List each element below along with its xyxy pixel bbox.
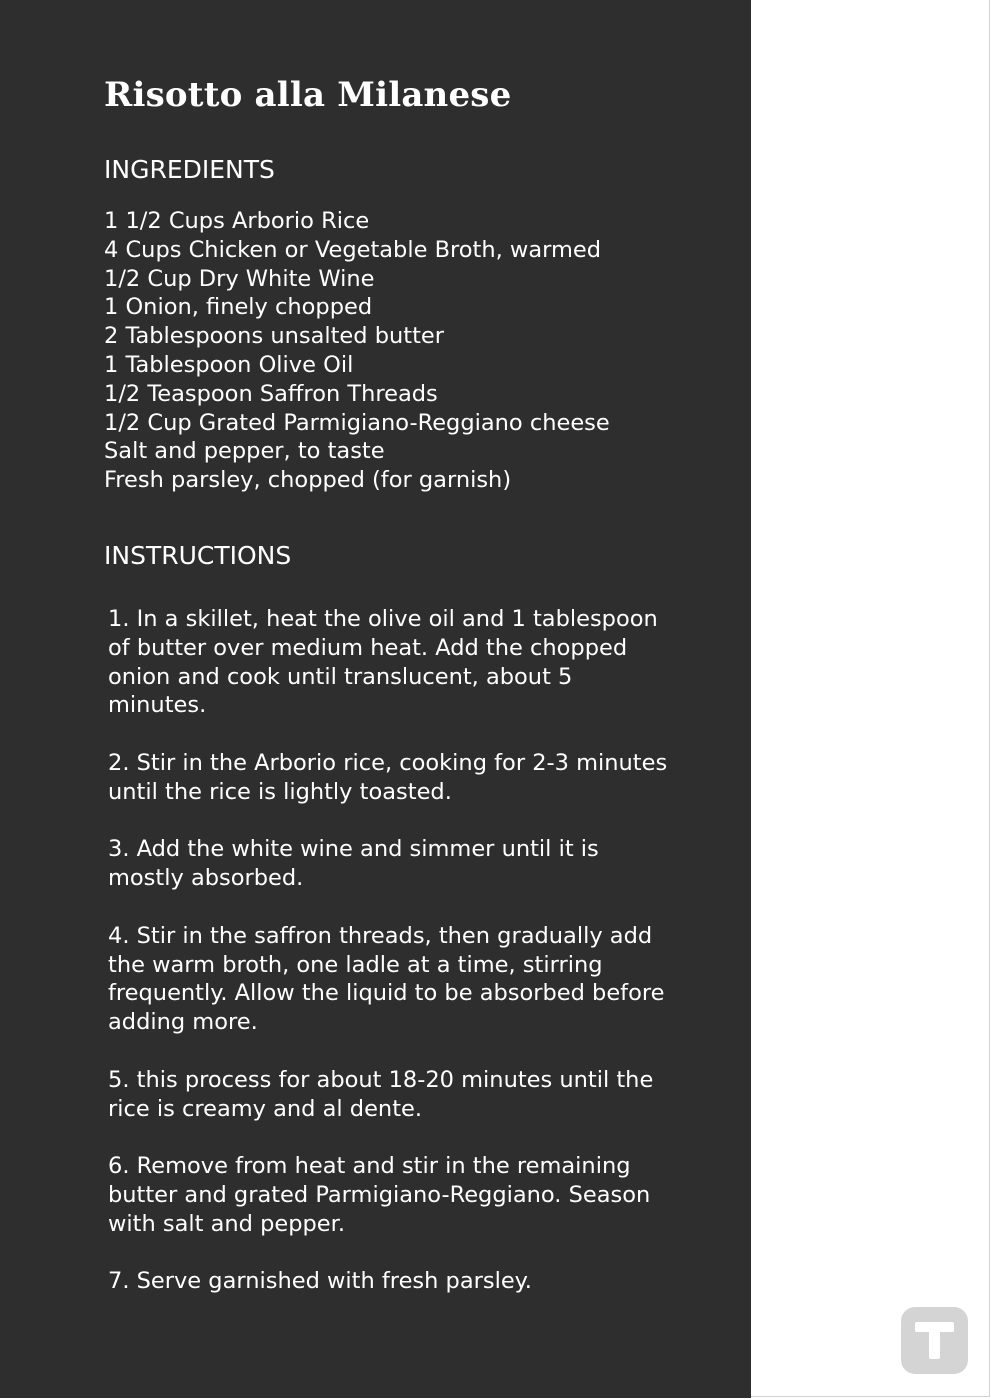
instruction-step: 1. In a skillet, heat the olive oil and 1 tablespoon of butter over medium heat. Add the chopped onion and cook until translucent, about 5 minutes. bbox=[108, 606, 658, 719]
t-logo-glyph bbox=[901, 1307, 968, 1374]
instruction-step: 2. Stir in the Arborio rice, cooking for 2-3 minutes until the rice is lightly toasted. bbox=[108, 749, 668, 805]
ingredient-item: 1/2 Cup Grated Parmigiano-Reggiano cheese bbox=[104, 409, 610, 436]
instruction-step: 5. this process for about 18-20 minutes until the rice is creamy and al dente. bbox=[108, 1066, 654, 1122]
ingredient-item: 1/2 Teaspoon Saffron Threads bbox=[104, 380, 438, 407]
ingredient-item: Fresh parsley, chopped (for garnish) bbox=[104, 467, 512, 494]
ingredients-list bbox=[104, 207, 610, 495]
ingredient-item: 1/2 Cup Dry White Wine bbox=[104, 265, 375, 292]
instruction-step: 7. Serve garnished with fresh parsley. bbox=[108, 1268, 532, 1295]
instruction-step: 3. Add the white wine and simmer until it is mostly absorbed. bbox=[108, 836, 599, 892]
ingredient-item: 1 Onion, finely chopped bbox=[104, 294, 373, 321]
ingredients-heading: INGREDIENTS bbox=[104, 155, 275, 184]
ingredient-item: 2 Tablespoons unsalted butter bbox=[104, 323, 444, 350]
t-logo-icon bbox=[901, 1307, 968, 1374]
instructions-list bbox=[108, 605, 668, 1325]
ingredient-item: 1 Tablespoon Olive Oil bbox=[104, 351, 354, 378]
instructions-heading: INSTRUCTIONS bbox=[104, 541, 292, 570]
instruction-step: 4. Stir in the saffron threads, then gradually add the warm broth, one ladle at a time, stirring frequently. Allow the liquid to be absorbed before adding more. bbox=[108, 922, 665, 1036]
recipe-title: Risotto alla Milanese bbox=[104, 75, 512, 115]
ingredient-item: 1 1/2 Cups Arborio Rice bbox=[104, 208, 370, 234]
ingredient-item: 4 Cups Chicken or Vegetable Broth, warmed bbox=[104, 236, 602, 263]
ingredient-item: Salt and pepper, to taste bbox=[104, 438, 385, 465]
instruction-step: 6. Remove from heat and stir in the remaining butter and grated Parmigiano-Reggiano. Season with salt and pepper. bbox=[108, 1153, 651, 1237]
